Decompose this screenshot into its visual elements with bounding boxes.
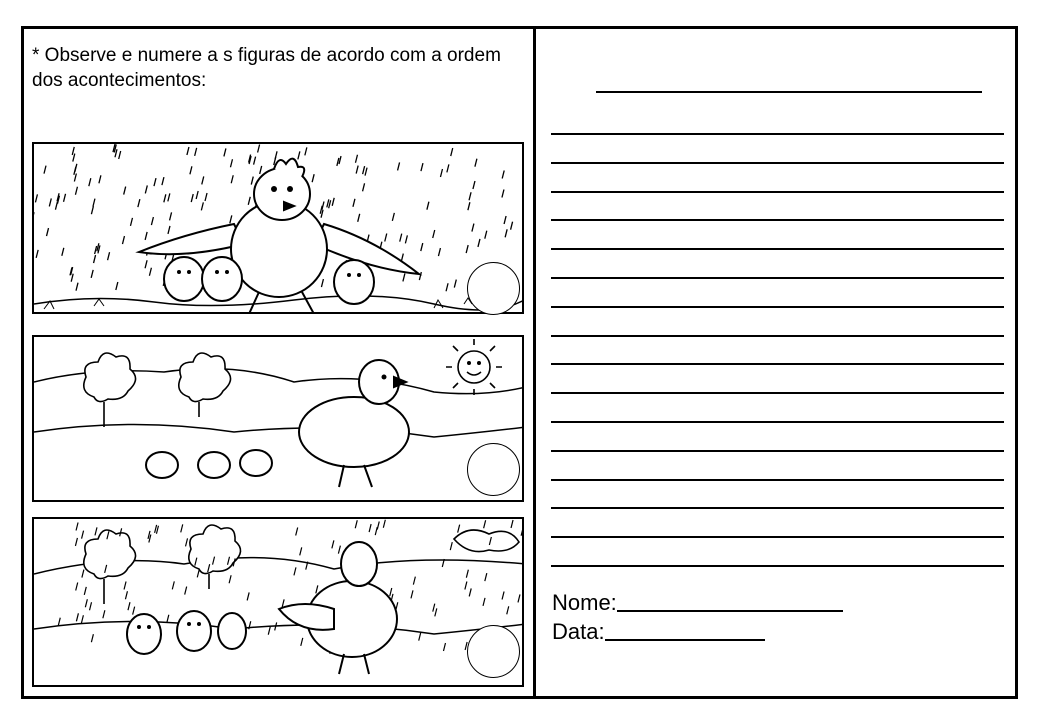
rain-drop: [511, 520, 513, 528]
rain-drop: [89, 178, 91, 186]
rain-drop: [504, 216, 506, 224]
rain-drop: [473, 181, 475, 189]
writing-line[interactable]: [551, 392, 1004, 394]
rain-drop: [168, 226, 170, 234]
rain-drop: [64, 194, 66, 202]
rain-drop: [162, 177, 164, 185]
rain-drop: [451, 148, 453, 156]
rain-drop: [411, 590, 413, 598]
rain-drop: [398, 162, 400, 170]
writing-line[interactable]: [551, 133, 1004, 135]
rain-drop: [475, 159, 477, 167]
hen-and-chicks-in-rain-illustration: [34, 519, 524, 687]
rain-drop: [47, 228, 49, 236]
rain-drop: [91, 634, 93, 642]
rain-drop: [230, 159, 232, 167]
rain-drop: [507, 606, 509, 614]
rain-drop: [130, 218, 132, 226]
rain-drop: [332, 540, 334, 548]
rain-drop: [94, 255, 96, 263]
rain-drop: [172, 581, 174, 589]
rain-drop: [405, 235, 407, 243]
rain-drop: [170, 212, 172, 220]
rain-drop: [181, 524, 183, 532]
rain-drop: [400, 234, 402, 242]
scene-panel-1: [32, 142, 524, 314]
rain-drop: [446, 283, 448, 291]
rain-drop: [35, 194, 37, 202]
rain-drop: [138, 199, 140, 207]
rain-drop: [329, 200, 331, 208]
rain-drop: [149, 268, 151, 276]
rain-drop: [62, 248, 64, 256]
rain-drop: [187, 147, 189, 155]
rain-drop: [421, 243, 423, 251]
rain-drop: [85, 599, 87, 607]
rain-drop: [76, 283, 78, 291]
rain-drop: [99, 175, 101, 183]
rain-drop: [502, 170, 504, 178]
rain-drop: [365, 168, 367, 176]
rain-drop: [369, 524, 371, 532]
date-field[interactable]: [552, 619, 765, 645]
rain-drop: [103, 610, 105, 618]
rain-drop: [358, 214, 360, 222]
rain-drop: [251, 177, 253, 185]
rain-drop: [466, 245, 468, 253]
rain-drop: [321, 279, 323, 287]
rain-drop: [385, 233, 387, 241]
rain-drop: [435, 608, 437, 616]
rain-drop: [76, 523, 78, 531]
rain-drop: [356, 166, 358, 174]
rain-drop: [49, 198, 51, 206]
rain-drop: [419, 633, 421, 641]
rain-drop: [58, 618, 60, 626]
rain-drop: [403, 273, 405, 281]
rain-drop: [392, 213, 394, 221]
rain-drop: [483, 598, 485, 606]
rain-drop: [72, 147, 74, 155]
rain-drop: [518, 594, 520, 602]
rain-drop: [91, 270, 93, 278]
rain-drop: [390, 588, 392, 596]
rain-drop: [294, 567, 296, 575]
rain-drop: [337, 158, 339, 166]
rain-drop: [155, 525, 157, 533]
rain-drop: [90, 602, 92, 610]
rain-drop: [93, 199, 95, 207]
rain-drop: [71, 274, 73, 282]
rain-drop: [124, 581, 126, 589]
rain-drop: [433, 230, 435, 238]
rain-drop: [521, 528, 523, 536]
rain-drop: [339, 156, 341, 164]
rain-drop: [75, 538, 77, 546]
rain-drop: [190, 166, 192, 174]
rain-drop: [485, 573, 487, 581]
rain-drop: [502, 591, 504, 599]
writing-line[interactable]: [551, 507, 1004, 509]
scene-panel-2: [32, 335, 524, 502]
rain-drop: [485, 231, 487, 239]
rain-drop: [458, 525, 460, 533]
writing-line[interactable]: [551, 191, 1004, 193]
scene-panel-3: [32, 517, 524, 687]
writing-line[interactable]: [551, 565, 1004, 567]
rain-drop: [440, 169, 442, 177]
rain-drop: [254, 157, 256, 165]
rain-drop: [44, 166, 46, 174]
hen-and-chicks-sunny-field-illustration: [34, 337, 524, 502]
rain-drop: [413, 577, 415, 585]
rain-drop: [108, 252, 110, 260]
rain-drop: [75, 187, 77, 195]
writing-line[interactable]: [551, 450, 1004, 452]
writing-line[interactable]: [551, 277, 1004, 279]
date-label: Data:: [552, 619, 605, 644]
rain-drop: [248, 197, 250, 205]
rain-drop: [73, 154, 75, 162]
rain-drop: [82, 531, 84, 539]
name-field[interactable]: [552, 590, 843, 616]
rain-drop: [151, 217, 153, 225]
rain-drop: [454, 280, 456, 288]
rain-drop: [282, 599, 284, 607]
rain-drop: [224, 148, 226, 156]
rain-drop: [301, 638, 303, 646]
rain-drop: [363, 183, 365, 191]
rain-drop: [202, 176, 204, 184]
hen-sheltering-chicks-illustration: [34, 144, 524, 314]
rain-drop: [124, 187, 126, 195]
rain-drop: [154, 178, 156, 186]
rain-drop: [338, 546, 340, 554]
rain-drop: [469, 588, 471, 596]
order-number-circle-3[interactable]: [467, 625, 520, 678]
rain-drop: [156, 526, 158, 534]
rain-drop: [433, 604, 435, 612]
rain-drop: [74, 173, 76, 181]
rain-drop: [145, 260, 147, 268]
rain-drop: [298, 151, 300, 159]
rain-drop: [355, 520, 357, 528]
rain-drop: [466, 570, 468, 578]
rain-drop: [82, 570, 84, 578]
writing-line[interactable]: [551, 479, 1004, 481]
rain-drop: [168, 193, 170, 201]
rain-drop: [247, 592, 249, 600]
rain-drop: [196, 191, 198, 199]
rain-drop: [36, 250, 38, 258]
writing-line[interactable]: [551, 335, 1004, 337]
rain-drop: [229, 575, 231, 583]
rain-drop: [260, 166, 262, 174]
rain-drop: [316, 585, 318, 593]
rain-drop: [128, 602, 130, 610]
writing-line[interactable]: [551, 162, 1004, 164]
rain-drop: [355, 155, 357, 163]
rain-drop: [465, 581, 467, 589]
order-number-circle-2[interactable]: [467, 443, 520, 496]
rain-drop: [421, 163, 423, 171]
rain-drop: [469, 192, 471, 200]
name-label: Nome:: [552, 590, 617, 615]
rain-drop: [91, 206, 93, 214]
writing-line[interactable]: [551, 363, 1004, 365]
rain-drop: [167, 615, 169, 623]
rain-drop: [305, 147, 307, 155]
column-divider: [533, 26, 536, 699]
writing-line[interactable]: [551, 421, 1004, 423]
writing-line[interactable]: [551, 536, 1004, 538]
rain-drop: [478, 239, 480, 247]
rain-drop: [122, 236, 124, 244]
rain-drop: [76, 613, 78, 621]
rain-drop: [197, 569, 199, 577]
rain-drop: [296, 528, 298, 536]
rain-drop: [450, 542, 452, 550]
rain-drop: [472, 224, 474, 232]
writing-line[interactable]: [551, 219, 1004, 221]
writing-line[interactable]: [551, 306, 1004, 308]
rain-drop: [133, 607, 135, 615]
rain-drop: [312, 174, 314, 182]
name-blank[interactable]: [617, 610, 843, 612]
rain-drop: [363, 166, 365, 174]
rain-drop: [84, 587, 86, 595]
rain-drop: [145, 185, 147, 193]
rain-drop: [201, 202, 203, 210]
writing-line[interactable]: [551, 248, 1004, 250]
rain-drop: [438, 248, 440, 256]
rain-drop: [332, 198, 334, 206]
rain-drop: [76, 582, 78, 590]
rain-drop: [95, 527, 97, 535]
rain-drop: [116, 282, 118, 290]
rain-drop: [205, 193, 207, 201]
rain-drop: [468, 202, 470, 210]
rain-drop: [447, 164, 449, 172]
rain-drop: [191, 194, 193, 202]
rain-drop: [427, 202, 429, 210]
rain-drop: [268, 627, 270, 635]
rain-drop: [300, 547, 302, 555]
rain-drop: [119, 151, 121, 159]
rain-drop: [185, 587, 187, 595]
rain-drop: [383, 520, 385, 528]
rain-drop: [164, 194, 166, 202]
rain-drop: [502, 189, 504, 197]
rain-drop: [81, 615, 83, 623]
rain-drop: [443, 643, 445, 651]
rain-drop: [511, 222, 513, 230]
instruction-text: * Observe e numere a s figuras de acordo com a ordem dos acontecimentos:: [32, 45, 501, 91]
order-number-circle-1[interactable]: [467, 262, 520, 315]
rain-drop: [231, 175, 233, 183]
rain-drop: [322, 202, 324, 210]
rain-drop: [258, 145, 260, 153]
date-blank[interactable]: [605, 639, 765, 641]
rain-drop: [125, 591, 127, 599]
rain-drop: [230, 215, 232, 223]
title-line[interactable]: [596, 91, 982, 93]
rain-drop: [505, 229, 507, 237]
rain-drop: [186, 538, 188, 546]
rain-drop: [353, 199, 355, 207]
rain-drop: [145, 232, 147, 240]
rain-drop: [484, 520, 486, 528]
rain-drop: [327, 199, 329, 207]
rain-drop: [195, 148, 197, 156]
rain-drop: [95, 246, 97, 254]
rain-drop: [377, 521, 379, 529]
